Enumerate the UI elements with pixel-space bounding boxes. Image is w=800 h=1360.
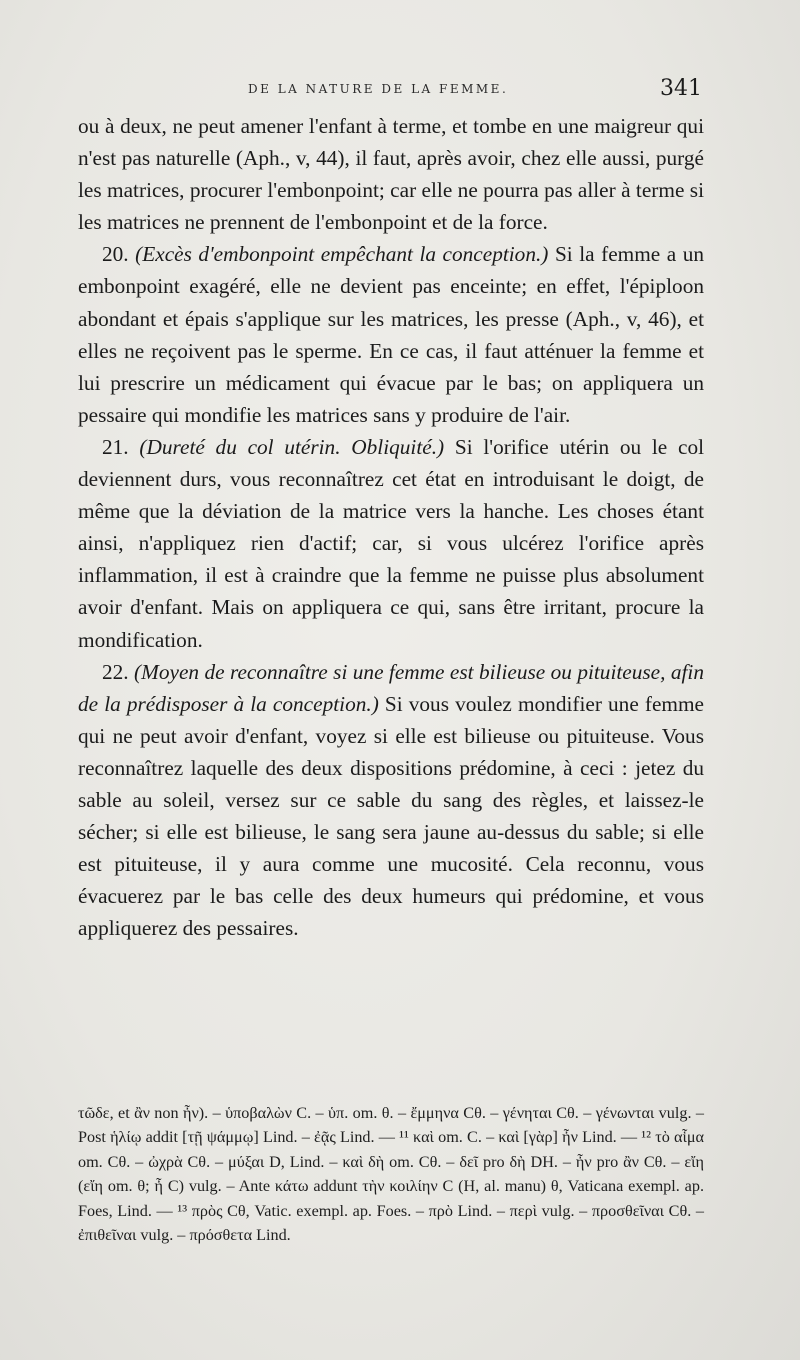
paragraph-21 (78, 431, 704, 656)
paragraph-22 (78, 656, 704, 945)
running-title: DE LA NATURE DE LA FEMME. (248, 82, 509, 96)
paragraph-title: (Dureté du col utérin. Obliquité.) (139, 434, 445, 459)
paragraph-number: 22. (102, 659, 129, 684)
footnotes (78, 1101, 704, 1247)
main-text (78, 110, 704, 944)
paragraph-20 (78, 238, 704, 431)
footnote-text: τῶδε, et ἂν non ἦν). – ὑποβαλὼν C. – ὑπ. om. θ. – ἔμμηνα Cθ. – γένηται Cθ. – γένωνται vulg. – Post ἡλίῳ addit [τῇ ψάμμῳ] Lind. – ἐᾷς Lind. — ¹¹ καὶ om. C. – καὶ [γὰρ] ἦν Lind. — ¹² τὸ αἷμα om. Cθ. – ὠχρὰ Cθ. – μύξαι D, Lind. – καὶ δὴ om. Cθ. – δεῖ pro δὴ DH. – ἦν pro ἂν Cθ. – εἴη (εἴη om. θ; ἦ C) vulg. – Ante κάτω addunt τὴν κοιλίην C (H, al. manu) θ, Vaticana exempl. ap. Foes, Lind. — ¹³ πρὸς Cθ, Vatic. exempl. ap. Foes. – πρὸ Lind. – περὶ vulg. – προσθεῖναι Cθ. – ἐπιθεῖναι vulg. – πρόσθετα Lind. (78, 1104, 704, 1245)
paragraph-number: 20. (102, 242, 129, 267)
paragraph-title: (Excès d'embonpoint empêchant la conception.) (135, 242, 549, 267)
paragraph-continuation (78, 110, 704, 238)
paragraph-text: ou à deux, ne peut amener l'enfant à terme, et tombe en une maigreur qui n'est pas naturelle (Aph., v, 44), il faut, après avoir, chez elle aussi, purgé les matrices, procurer l'embonpoint; car elle ne pourra pas aller à terme si les matrices ne prennent de l'embonpoint et de la force. (78, 114, 704, 235)
paragraph-text: Si l'orifice utérin ou le col deviennent durs, vous reconnaîtrez cet état en introduisant le doigt, de même que la déviation de la matrice vers la hanche. Les choses étant ainsi, n'appliquez rien d'actif; car, si vous ulcérez l'orifice après inflammation, il est à craindre que la femme ne puisse plus absolument avoir d'enfant. Mais on appliquera ce qui, sans être irritant, procure la mondification. (78, 434, 705, 652)
paragraph-number: 21. (102, 434, 129, 459)
paragraph-text: Si vous voulez mondifier une femme qui ne peut avoir d'enfant, voyez si elle est bilieuse ou pituiteuse. Vous reconnaîtrez laquelle des deux dispositions prédomine, à ceci : jetez du sable au soleil, versez sur ce sable du sang des règles, et laissez-le sécher; si elle est bilieuse, le sang sera jaune au-dessus du sable; si elle est pituiteuse, il y aura comme une mucosité. Cela reconnu, vous évacuerez par le bas celle des deux humeurs qui prédomine, et vous appliquerez des pessaires. (78, 691, 705, 941)
paragraph-title: (Moyen de reconnaître si une femme est bilieuse ou pituiteuse, afin de la prédisposer à la conception.) (78, 659, 704, 716)
page-number: 341 (660, 76, 702, 101)
page-header (80, 76, 720, 104)
paragraph-text: Si la femme a un embonpoint exagéré, elle ne devient pas enceinte; en effet, l'épiploon abondant et épais s'applique sur les matrices, les presse (Aph., v, 46), et elles ne reçoivent pas le sperme. En ce cas, il faut atténuer la femme et lui prescrire un médicament qui évacue par le bas; on appliquera un pessaire qui mondifie les matrices sans y produire de l'air. (78, 242, 705, 427)
